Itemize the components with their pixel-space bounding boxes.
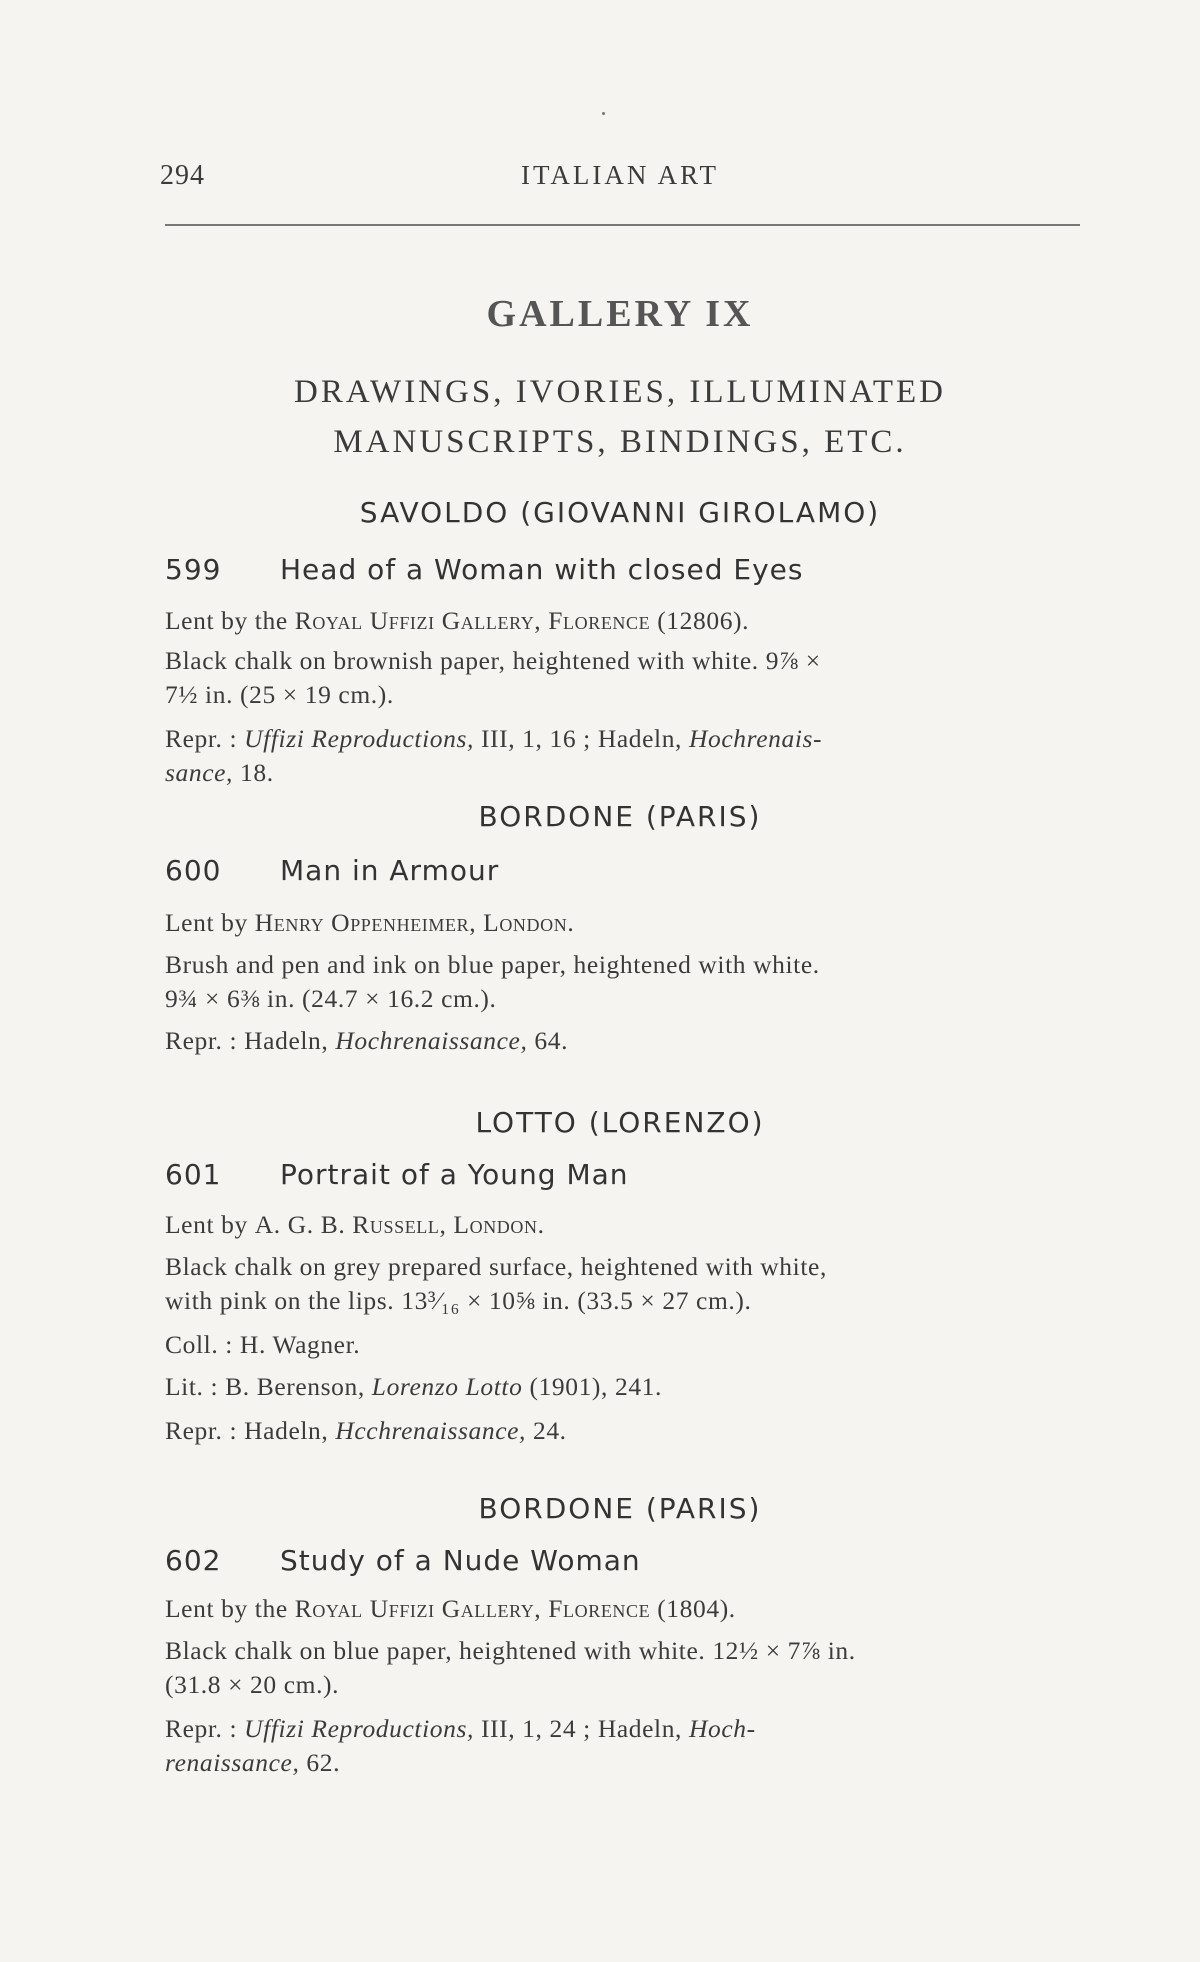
reproduction-line: Repr. : Uffizi Reproductions, III, 1, 16 ; Hadeln, Hochrenais- (165, 724, 823, 753)
lender-name: Royal Uffizi Gallery, Florence (294, 1594, 651, 1623)
artist-heading: BORDONE (PARIS) (478, 1492, 762, 1525)
artwork-title: Study of a Nude Woman (280, 1544, 641, 1577)
artist-heading: LOTTO (LORENZO) (475, 1106, 765, 1139)
artist-heading: BORDONE (PARIS) (478, 800, 762, 833)
lender-name: A. G. B. Russell, London. (254, 1210, 545, 1239)
description-line: 9¾ × 6⅜ in. (24.7 × 16.2 cm.). (165, 984, 497, 1013)
entry-number: 600 (165, 854, 222, 887)
lender-line: Lent by Henry Oppenheimer, London. (165, 908, 575, 937)
lender-name: Royal Uffizi Gallery, Florence (294, 606, 651, 635)
gallery-subtitle-line-1: DRAWINGS, IVORIES, ILLUMINATED (294, 374, 946, 410)
lender-name: Henry Oppenheimer, London. (254, 908, 575, 937)
speck (602, 112, 605, 115)
running-title: ITALIAN ART (521, 160, 719, 190)
artist-heading: SAVOLDO (GIOVANNI GIROLAMO) (359, 496, 881, 529)
description-line: with pink on the lips. 13³⁄₁₆ × 10⅝ in. (33.5 × 27 cm.). (165, 1286, 752, 1315)
entry-number: 602 (165, 1544, 222, 1577)
header-rule (165, 224, 1080, 226)
catalogue-entry-title (165, 553, 804, 586)
lender-line: Lent by A. G. B. Russell, London. (165, 1210, 545, 1239)
catalogue-entry-title (165, 1544, 641, 1577)
artwork-title: Head of a Woman with closed Eyes (280, 553, 804, 586)
gallery-title: GALLERY IX (486, 293, 754, 335)
page-number: 294 (160, 160, 205, 191)
entry-number: 601 (165, 1158, 222, 1191)
collection-line: Coll. : H. Wagner. (165, 1330, 361, 1359)
lender-line: Lent by the Royal Uffizi Gallery, Florence (1804). (165, 1594, 736, 1623)
description-line: 7½ in. (25 × 19 cm.). (165, 680, 394, 709)
artwork-title: Portrait of a Young Man (280, 1158, 629, 1191)
reproduction-line: sance, 18. (165, 758, 274, 787)
catalogue-entry-title (165, 1158, 629, 1191)
description-line: Black chalk on grey prepared surface, heightened with white, (165, 1252, 827, 1281)
lender-line: Lent by the Royal Uffizi Gallery, Florence (12806). (165, 606, 750, 635)
catalogue-entry-title (165, 854, 499, 887)
page-header (160, 160, 1080, 208)
description-line: (31.8 × 20 cm.). (165, 1670, 340, 1699)
reproduction-line: Repr. : Hadeln, Hcchrenaissance, 24. (165, 1416, 567, 1445)
reproduction-line: Repr. : Uffizi Reproductions, III, 1, 24 ; Hadeln, Hoch- (165, 1714, 756, 1743)
gallery-subtitle-line-2: MANUSCRIPTS, BINDINGS, ETC. (333, 424, 907, 460)
reproduction-line: Repr. : Hadeln, Hochrenaissance, 64. (165, 1026, 569, 1055)
description-line: Brush and pen and ink on blue paper, heightened with white. (165, 950, 820, 979)
description-line: Black chalk on blue paper, heightened with white. 12½ × 7⅞ in. (165, 1636, 856, 1665)
artwork-title: Man in Armour (280, 854, 500, 887)
literature-line: Lit. : B. Berenson, Lorenzo Lotto (1901), 241. (165, 1372, 663, 1401)
description-line: Black chalk on brownish paper, heightened with white. 9⅞ × (165, 646, 821, 675)
entry-number: 599 (165, 553, 222, 586)
reproduction-line: renaissance, 62. (165, 1748, 341, 1777)
